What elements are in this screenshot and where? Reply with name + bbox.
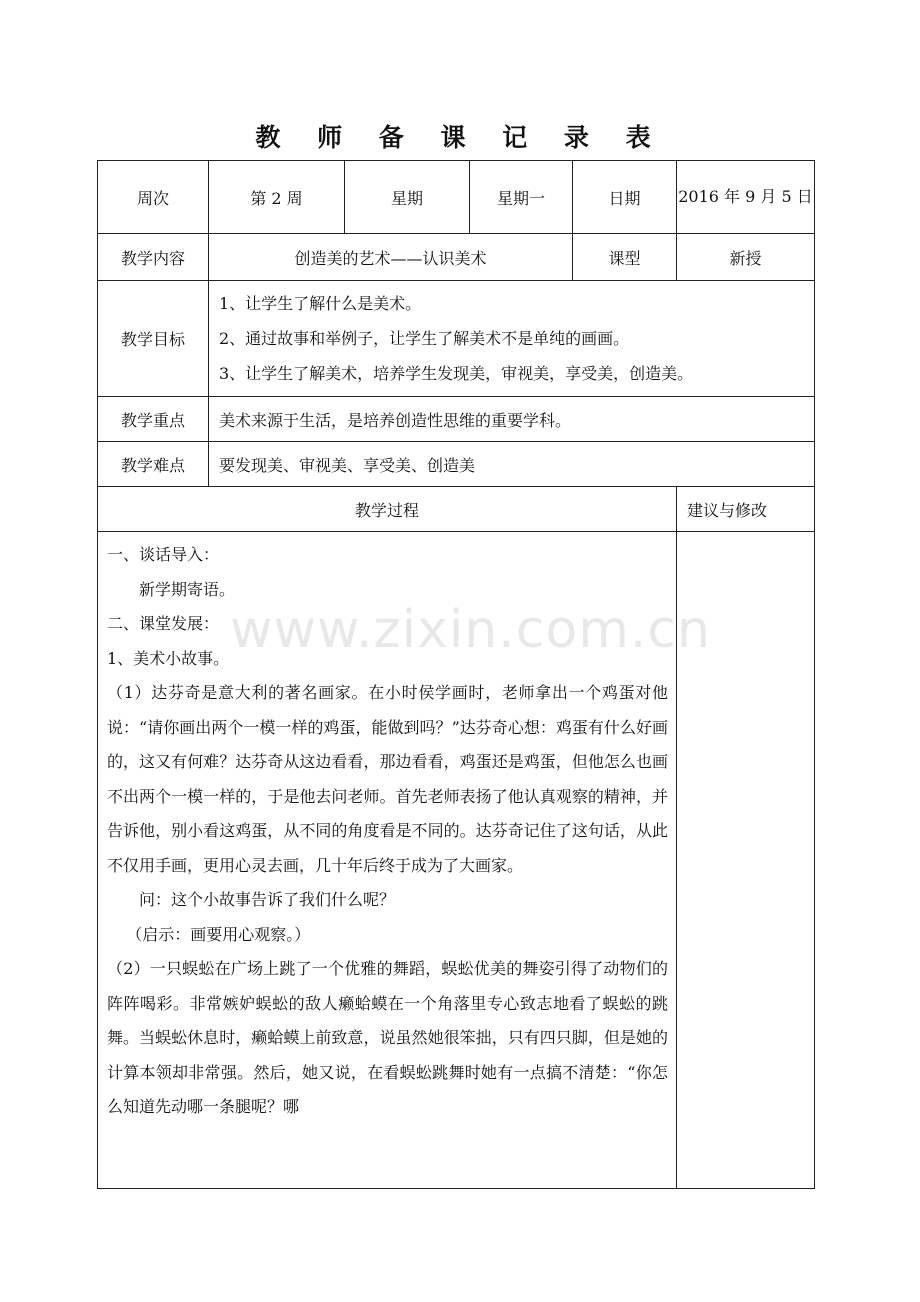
table-row (98, 281, 815, 397)
table-row (98, 234, 815, 281)
process-paragraph: （2）一只蜈蚣在广场上跳了一个优雅的舞蹈，蜈蚣优美的舞姿引得了动物们的阵阵喝彩。非常嫉妒蜈蚣的敌人癞蛤蟆在一个角落里专心致志地看了蜈蚣的跳舞。当蜈蚣休息时，癞蛤蟆上前致意，说虽然她很笨拙，只有四只脚，但是她的计算本领却非常强。然后，她又说，在看蜈蚣跳舞时她有一点搞不清楚：“你怎么知道先动哪一条腿呢？哪 (107, 959, 668, 1116)
key-point-label: 教学重点 (98, 397, 209, 442)
content-label: 教学内容 (98, 234, 209, 281)
difficulty-value: 要发现美、审视美、享受美、创造美 (209, 442, 815, 487)
suggestion-cell (677, 532, 815, 1189)
weekday-value: 星期一 (470, 161, 573, 234)
week-label: 周次 (98, 161, 209, 234)
suggestion-header: 建议与修改 (677, 487, 815, 532)
table-row (98, 161, 815, 234)
goal-item: 3、让学生了解美术，培养学生发现美，审视美，享受美，创造美。 (219, 364, 694, 383)
table-row (98, 532, 815, 1189)
process-paragraph: 新学期寄语。 (139, 579, 236, 599)
type-label: 课型 (573, 234, 677, 281)
table-row (98, 487, 815, 532)
lesson-record-table (97, 160, 815, 1189)
process-paragraph: （1）达芬奇是意大利的著名画家。在小时侯学画时，老师拿出一个鸡蛋对他说：“请你画出两个一模一样的鸡蛋，能做到吗？”达芬奇心想：鸡蛋有什么好画的，这又有何难？达芬奇从这边看看，那边看看，鸡蛋还是鸡蛋，但他怎么也画不出两个一模一样的，于是他去问老师。首先老师表扬了他认真观察的精神，并告诉他，别小看这鸡蛋，从不同的角度看是不同的。达芬奇记住了这句话，从此不仅用手画，更用心灵去画，几十年后终于成为了大画家。 (107, 683, 668, 875)
goals-list (209, 281, 815, 397)
key-point-value: 美术来源于生活，是培养创造性思维的重要学科。 (209, 397, 815, 442)
weekday-label: 星期 (345, 161, 470, 234)
page-title: 教 师 备 课 记 录 表 (255, 123, 665, 152)
process-header: 教学过程 (98, 487, 677, 532)
goal-item: 2、通过故事和举例子，让学生了解美术不是单纯的画画。 (219, 329, 630, 348)
goal-item: 1、让学生了解什么是美术。 (219, 294, 422, 313)
difficulty-label: 教学难点 (98, 442, 209, 487)
week-value: 第 2 周 (209, 161, 345, 234)
type-value: 新授 (677, 234, 815, 281)
content-value: 创造美的艺术——认识美术 (209, 234, 573, 281)
table-row (98, 397, 815, 442)
table-row (98, 442, 815, 487)
watermark: www.zixin.com.cn (230, 600, 711, 660)
process-paragraph: 一、谈话导入： (107, 545, 220, 564)
goals-label: 教学目标 (98, 281, 209, 397)
date-value: 2016 年 9 月 5 日 (677, 161, 815, 234)
process-body (98, 532, 677, 1189)
date-label: 日期 (573, 161, 677, 234)
process-paragraph: （启示：画要用心观察。） (126, 924, 311, 944)
process-paragraph: 1、美术小故事。 (107, 648, 230, 668)
process-paragraph: 问：这个小故事告诉了我们什么呢？ (139, 890, 396, 909)
process-paragraph: 二、课堂发展： (107, 614, 220, 633)
